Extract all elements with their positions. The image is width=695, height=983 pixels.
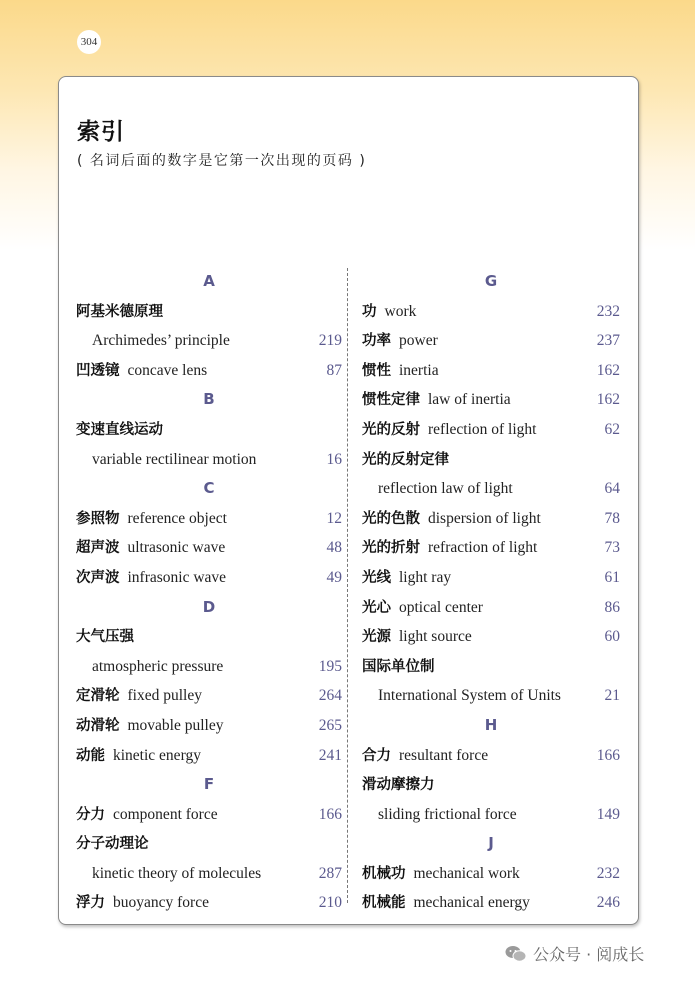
entry-english-term: kinetic energy bbox=[113, 746, 201, 764]
watermark bbox=[505, 942, 644, 967]
entry-page-number: 166 bbox=[318, 805, 342, 823]
entry-english-term: reflection of light bbox=[428, 420, 537, 438]
wechat-icon bbox=[505, 945, 527, 967]
entry-english-term: variable rectilinear motion bbox=[92, 450, 257, 468]
entry-page-number: 61 bbox=[604, 568, 620, 586]
entry-chinese-term: 光的反射 bbox=[362, 421, 420, 438]
index-entry bbox=[76, 533, 342, 563]
index-entry bbox=[76, 652, 342, 682]
entry-page-number: 219 bbox=[318, 332, 342, 350]
entry-chinese-term: 浮力 bbox=[76, 895, 105, 912]
entry-chinese-term: 次声波 bbox=[76, 569, 120, 586]
index-entry bbox=[362, 859, 620, 889]
entry-english-term: optical center bbox=[399, 598, 483, 616]
index-entry bbox=[76, 326, 342, 356]
entry-english-term: movable pulley bbox=[127, 716, 224, 734]
index-right-column bbox=[362, 267, 620, 918]
index-entry bbox=[362, 888, 620, 918]
entry-chinese-term: 惯性 bbox=[362, 362, 391, 379]
entry-page-number: 195 bbox=[318, 657, 342, 675]
index-entry bbox=[362, 415, 620, 445]
section-letter: B bbox=[203, 390, 215, 409]
entry-english-term: infrasonic wave bbox=[127, 568, 227, 586]
index-entry bbox=[76, 415, 342, 445]
entry-chinese-term: 大气压强 bbox=[76, 629, 134, 646]
index-entry bbox=[362, 326, 620, 356]
index-entry bbox=[362, 563, 620, 593]
index-entry bbox=[76, 563, 342, 593]
index-entry bbox=[76, 829, 342, 859]
entry-english-term: component force bbox=[113, 805, 218, 823]
entry-chinese-term: 合力 bbox=[362, 747, 391, 764]
entry-english-term: resultant force bbox=[399, 746, 489, 764]
entry-chinese-term: 机械功 bbox=[362, 865, 406, 882]
index-entry bbox=[76, 741, 342, 771]
entry-chinese-term: 机械能 bbox=[362, 895, 406, 912]
entry-chinese-term: 光源 bbox=[362, 629, 391, 646]
entry-chinese-term: 定滑轮 bbox=[76, 688, 120, 705]
entry-chinese-term: 阿基米德原理 bbox=[76, 303, 163, 320]
entry-page-number: 49 bbox=[326, 568, 342, 586]
entry-page-number: 166 bbox=[596, 746, 620, 764]
entry-chinese-term: 功率 bbox=[362, 333, 391, 350]
entry-english-term: sliding frictional force bbox=[378, 805, 517, 823]
index-entry bbox=[362, 504, 620, 534]
entry-chinese-term: 功 bbox=[362, 303, 377, 320]
entry-page-number: 16 bbox=[326, 450, 342, 468]
entry-english-term: reflection law of light bbox=[378, 480, 513, 498]
entry-english-term: reference object bbox=[127, 509, 227, 527]
index-entry bbox=[76, 297, 342, 327]
entry-english-term: International System of Units bbox=[378, 687, 561, 705]
section-letter: J bbox=[488, 834, 494, 853]
section-letter: A bbox=[203, 272, 215, 290]
entry-chinese-term: 光的折射 bbox=[362, 540, 420, 557]
index-entry bbox=[76, 859, 342, 889]
entry-page-number: 246 bbox=[596, 894, 620, 912]
index-entry bbox=[76, 711, 342, 741]
entry-chinese-term: 滑动摩擦力 bbox=[362, 777, 435, 794]
entry-chinese-term: 参照物 bbox=[76, 510, 120, 527]
entry-page-number: 162 bbox=[596, 391, 620, 409]
section-letter: D bbox=[202, 597, 216, 616]
index-left-column bbox=[76, 267, 342, 918]
entry-english-term: law of inertia bbox=[428, 391, 511, 409]
index-entry bbox=[362, 622, 620, 652]
index-entry bbox=[362, 356, 620, 386]
page-subtitle: ( 名词后面的数字是它第一次出现的页码 ) bbox=[77, 153, 367, 169]
entry-page-number: 287 bbox=[318, 864, 342, 882]
entry-english-term: Archimedes’ principle bbox=[92, 332, 230, 350]
column-divider bbox=[347, 268, 348, 903]
section-letter: C bbox=[203, 479, 215, 498]
entry-chinese-term: 分子动理论 bbox=[76, 836, 149, 853]
entry-chinese-term: 分力 bbox=[76, 806, 105, 823]
entry-page-number: 62 bbox=[604, 420, 620, 438]
entry-english-term: light source bbox=[399, 628, 472, 646]
index-entry bbox=[76, 888, 342, 918]
entry-chinese-term: 惯性定律 bbox=[362, 392, 420, 409]
entry-chinese-term: 光的反射定律 bbox=[362, 451, 449, 468]
entry-page-number: 232 bbox=[596, 302, 620, 320]
index-entry bbox=[362, 800, 620, 830]
entry-page-number: 64 bbox=[604, 480, 620, 498]
page-number: 304 bbox=[77, 30, 101, 54]
entry-chinese-term: 凹透镜 bbox=[76, 362, 120, 379]
index-entry bbox=[362, 593, 620, 623]
entry-english-term: refraction of light bbox=[428, 539, 538, 557]
entry-page-number: 149 bbox=[596, 805, 620, 823]
index-entry bbox=[76, 800, 342, 830]
entry-chinese-term: 变速直线运动 bbox=[76, 421, 163, 438]
entry-page-number: 162 bbox=[596, 361, 620, 379]
entry-english-term: fixed pulley bbox=[127, 687, 202, 705]
index-entry bbox=[362, 741, 620, 771]
entry-english-term: inertia bbox=[399, 361, 439, 379]
entry-page-number: 21 bbox=[604, 687, 620, 705]
index-card bbox=[58, 76, 639, 925]
entry-page-number: 73 bbox=[604, 539, 620, 557]
index-entry bbox=[76, 356, 342, 386]
index-entry bbox=[76, 504, 342, 534]
index-entry bbox=[362, 297, 620, 327]
entry-page-number: 210 bbox=[318, 894, 342, 912]
entry-page-number: 48 bbox=[326, 539, 342, 557]
index-entry bbox=[362, 445, 620, 475]
entry-page-number: 60 bbox=[604, 628, 620, 646]
entry-page-number: 264 bbox=[318, 687, 342, 705]
index-entry bbox=[362, 770, 620, 800]
entry-english-term: dispersion of light bbox=[428, 509, 541, 527]
page-title: 索引 bbox=[77, 119, 125, 145]
entry-english-term: buoyancy force bbox=[113, 894, 209, 912]
entry-chinese-term: 动能 bbox=[76, 747, 105, 764]
entry-english-term: atmospheric pressure bbox=[92, 657, 224, 675]
entry-page-number: 78 bbox=[604, 509, 620, 527]
watermark-text: 公众号 · 阅成长 bbox=[533, 945, 645, 964]
entry-page-number: 87 bbox=[326, 361, 342, 379]
index-entry bbox=[76, 622, 342, 652]
entry-english-term: work bbox=[384, 302, 417, 320]
index-entry bbox=[362, 652, 620, 682]
index-entry bbox=[362, 385, 620, 415]
entry-page-number: 232 bbox=[596, 864, 620, 882]
entry-page-number: 265 bbox=[318, 716, 342, 734]
index-entry bbox=[362, 681, 620, 711]
section-letter: F bbox=[203, 775, 215, 794]
entry-english-term: light ray bbox=[399, 568, 452, 586]
entry-english-term: mechanical energy bbox=[413, 894, 530, 912]
index-entry bbox=[76, 445, 342, 475]
entry-english-term: kinetic theory of molecules bbox=[92, 864, 262, 882]
section-letter: H bbox=[484, 715, 498, 734]
entry-page-number: 12 bbox=[326, 509, 342, 527]
index-entry bbox=[362, 533, 620, 563]
entry-chinese-term: 国际单位制 bbox=[362, 658, 435, 675]
entry-chinese-term: 超声波 bbox=[76, 540, 120, 557]
entry-english-term: ultrasonic wave bbox=[127, 539, 226, 557]
section-letter: G bbox=[484, 272, 498, 290]
index-entry bbox=[76, 681, 342, 711]
index-entry bbox=[362, 474, 620, 504]
entry-chinese-term: 动滑轮 bbox=[76, 717, 120, 734]
entry-chinese-term: 光的色散 bbox=[362, 510, 420, 527]
entry-english-term: power bbox=[399, 332, 438, 350]
entry-page-number: 241 bbox=[318, 746, 342, 764]
entry-chinese-term: 光心 bbox=[362, 599, 391, 616]
entry-english-term: mechanical work bbox=[413, 864, 520, 882]
entry-chinese-term: 光线 bbox=[362, 569, 391, 586]
entry-english-term: concave lens bbox=[127, 361, 208, 379]
entry-page-number: 86 bbox=[604, 598, 620, 616]
entry-page-number: 237 bbox=[596, 332, 620, 350]
